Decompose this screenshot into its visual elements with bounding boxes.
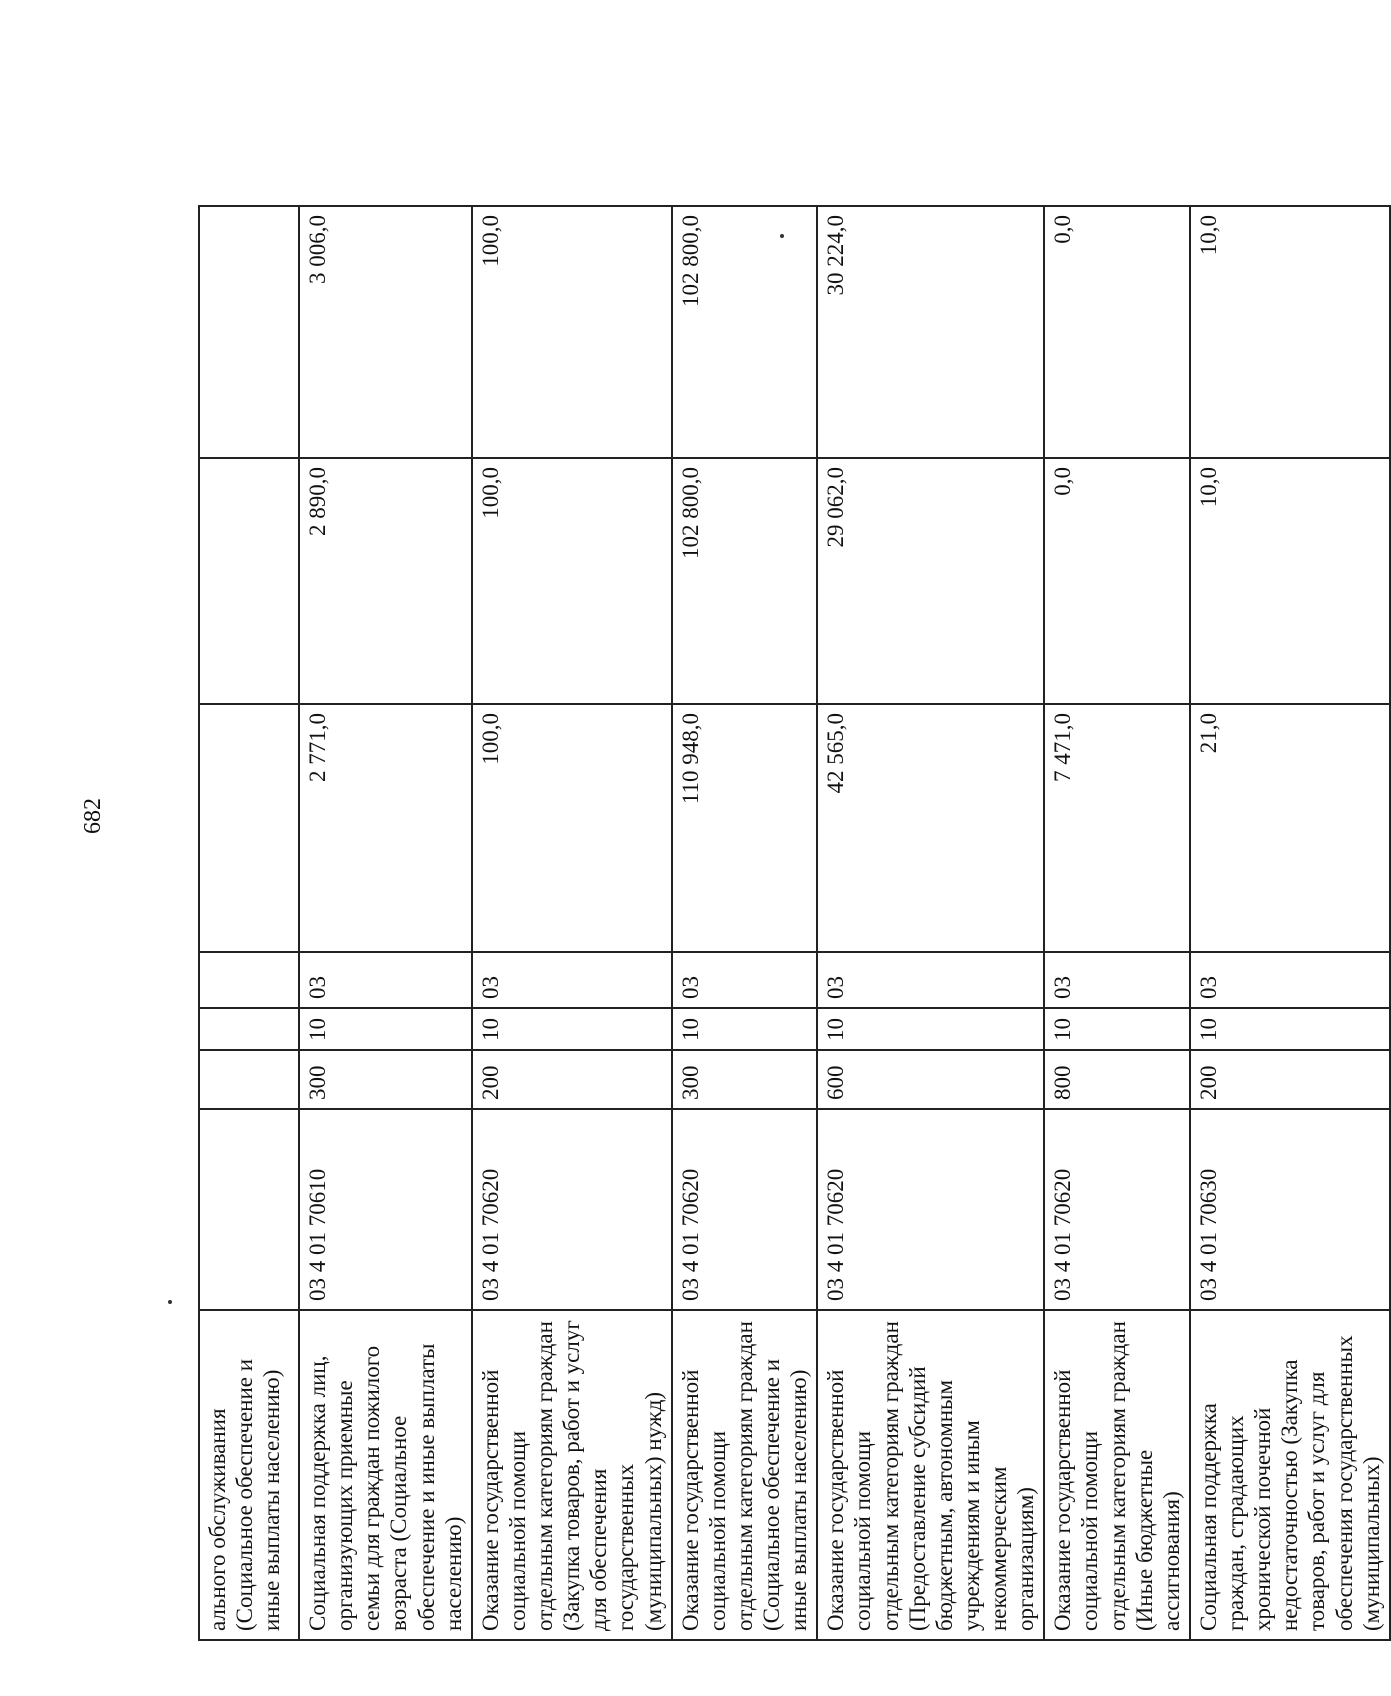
row-rz: 10 [817, 1008, 1044, 1050]
row-code: 03 4 01 70620 [672, 1109, 818, 1310]
page-number: 682 [80, 798, 106, 834]
table-row [299, 206, 472, 1640]
row-code: 03 4 01 70620 [817, 1109, 1044, 1310]
row-value-2: 29 062,0 [817, 458, 1044, 704]
row-value-2: 2 890,0 [299, 458, 472, 704]
row-code: 03 4 01 70630 [1190, 1109, 1390, 1310]
row-name: Оказание государственной социальной помощи отдельным категориям граждан (Иные бюджетные ассигнования) [1044, 1310, 1190, 1640]
table-row [672, 206, 818, 1640]
row-rz: 10 [1190, 1008, 1390, 1050]
row-value-1 [199, 704, 299, 952]
row-value-1: 2 771,0 [299, 704, 472, 952]
row-value-2: 0,0 [1044, 458, 1190, 704]
row-code: 03 4 01 70620 [472, 1109, 672, 1310]
row-pr: 03 [817, 952, 1044, 1008]
row-pr [199, 952, 299, 1008]
row-code: 03 4 01 70610 [299, 1109, 472, 1310]
row-vr: 200 [472, 1050, 672, 1109]
scan-speck [168, 1300, 172, 1304]
row-code: 03 4 01 70620 [1044, 1109, 1190, 1310]
row-value-3: 0,0 [1044, 206, 1190, 458]
table-row [472, 206, 672, 1640]
table-row [199, 206, 299, 1640]
row-rz: 10 [299, 1008, 472, 1050]
row-pr: 03 [1190, 952, 1390, 1008]
row-name: Оказание государственной социальной помощи отдельным категориям граждан (Закупка товаров, работ и услуг для обеспечения государственных (муниципальных) нужд) [472, 1310, 672, 1640]
table-row [817, 206, 1044, 1640]
scan-speck [780, 234, 784, 238]
row-value-1: 100,0 [472, 704, 672, 952]
row-rz [199, 1008, 299, 1050]
row-pr: 03 [1044, 952, 1190, 1008]
row-name: Оказание государственной социальной помощи отдельным категориям граждан (Предоставление субсидий бюджетным, автономным учреждениям и иным некоммерческим организациям) [817, 1310, 1044, 1640]
rotated-page [0, 116, 1384, 1696]
budget-table [198, 205, 1391, 1641]
row-value-3: 30 224,0 [817, 206, 1044, 458]
row-value-2: 102 800,0 [672, 458, 818, 704]
row-value-3 [199, 206, 299, 458]
row-vr: 300 [299, 1050, 472, 1109]
row-name: Оказание государственной социальной помощи отдельным категориям граждан (Социальное обеспечение и иные выплаты населению) [672, 1310, 818, 1640]
row-vr: 600 [817, 1050, 1044, 1109]
row-pr: 03 [472, 952, 672, 1008]
table-row [1044, 206, 1190, 1640]
row-value-2: 10,0 [1190, 458, 1390, 704]
row-pr: 03 [299, 952, 472, 1008]
row-value-2 [199, 458, 299, 704]
row-value-1: 21,0 [1190, 704, 1390, 952]
row-code [199, 1109, 299, 1310]
row-value-3: 3 006,0 [299, 206, 472, 458]
row-value-1: 110 948,0 [672, 704, 818, 952]
row-rz: 10 [472, 1008, 672, 1050]
row-vr: 800 [1044, 1050, 1190, 1109]
table-row [1190, 206, 1390, 1640]
row-pr: 03 [672, 952, 818, 1008]
row-vr [199, 1050, 299, 1109]
row-value-1: 7 471,0 [1044, 704, 1190, 952]
row-rz: 10 [672, 1008, 818, 1050]
row-name: Социальная поддержка граждан, страдающих хронической почечной недостаточностью (Закупка товаров, работ и услуг для обеспечения государственных (муниципальных) [1190, 1310, 1390, 1640]
row-value-2: 100,0 [472, 458, 672, 704]
row-value-3: 10,0 [1190, 206, 1390, 458]
row-name: ального обслуживания (Социальное обеспечение и иные выплаты населению) [199, 1310, 299, 1640]
row-value-3: 100,0 [472, 206, 672, 458]
row-vr: 200 [1190, 1050, 1390, 1109]
row-vr: 300 [672, 1050, 818, 1109]
row-rz: 10 [1044, 1008, 1190, 1050]
row-name: Социальная поддержка лиц, организующих приемные семьи для граждан пожилого возраста (Социальное обеспечение и иные выплаты населению) [299, 1310, 472, 1640]
row-value-3: 102 800,0 [672, 206, 818, 458]
row-value-1: 42 565,0 [817, 704, 1044, 952]
